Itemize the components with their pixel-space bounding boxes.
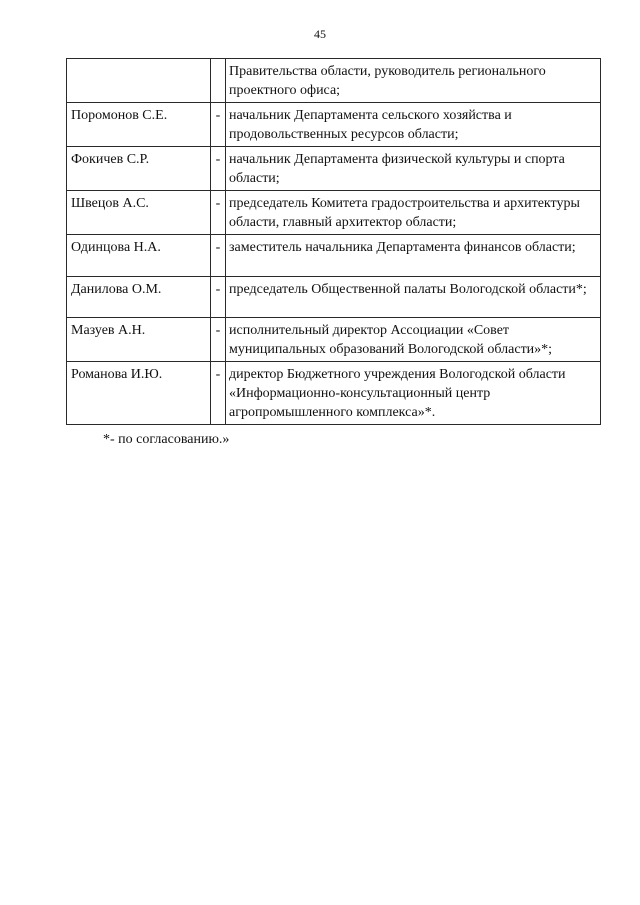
member-role: начальник Департамента сельского хозяйства и продовольственных ресурсов области; bbox=[226, 103, 601, 147]
member-role: председатель Общественной палаты Вологодской области*; bbox=[226, 277, 601, 318]
table-row bbox=[67, 235, 601, 277]
member-role: председатель Комитета градостроительства и архитектуры области, главный архитектор области; bbox=[226, 191, 601, 235]
dash-separator: - bbox=[211, 318, 226, 362]
member-name: Мазуев А.Н. bbox=[67, 318, 211, 362]
member-name: Швецов А.С. bbox=[67, 191, 211, 235]
member-name bbox=[67, 59, 211, 103]
member-name: Данилова О.М. bbox=[67, 277, 211, 318]
table-row bbox=[67, 103, 601, 147]
member-name: Романова И.Ю. bbox=[67, 362, 211, 425]
table-row bbox=[67, 318, 601, 362]
member-name: Одинцова Н.А. bbox=[67, 235, 211, 277]
member-role: Правительства области, руководитель регионального проектного офиса; bbox=[226, 59, 601, 103]
member-name: Фокичев С.Р. bbox=[67, 147, 211, 191]
member-role: заместитель начальника Департамента финансов области; bbox=[226, 235, 601, 277]
dash-separator bbox=[211, 59, 226, 103]
dash-separator: - bbox=[211, 191, 226, 235]
table-row bbox=[67, 362, 601, 425]
table-row bbox=[67, 277, 601, 318]
table-row bbox=[67, 147, 601, 191]
member-role: начальник Департамента физической культуры и спорта области; bbox=[226, 147, 601, 191]
footnote: *- по согласованию.» bbox=[103, 432, 230, 447]
dash-separator: - bbox=[211, 147, 226, 191]
dash-separator: - bbox=[211, 235, 226, 277]
table-row bbox=[67, 191, 601, 235]
member-name: Поромонов С.Е. bbox=[67, 103, 211, 147]
page-number: 45 bbox=[314, 27, 326, 41]
dash-separator: - bbox=[211, 277, 226, 318]
member-role: директор Бюджетного учреждения Вологодской области «Информационно-консультационный центр агропромышленного комплекса»*. bbox=[226, 362, 601, 425]
member-role: исполнительный директор Ассоциации «Совет муниципальных образований Вологодской области»*; bbox=[226, 318, 601, 362]
dash-separator: - bbox=[211, 362, 226, 425]
table-row bbox=[67, 59, 601, 103]
dash-separator: - bbox=[211, 103, 226, 147]
members-table bbox=[66, 58, 601, 425]
